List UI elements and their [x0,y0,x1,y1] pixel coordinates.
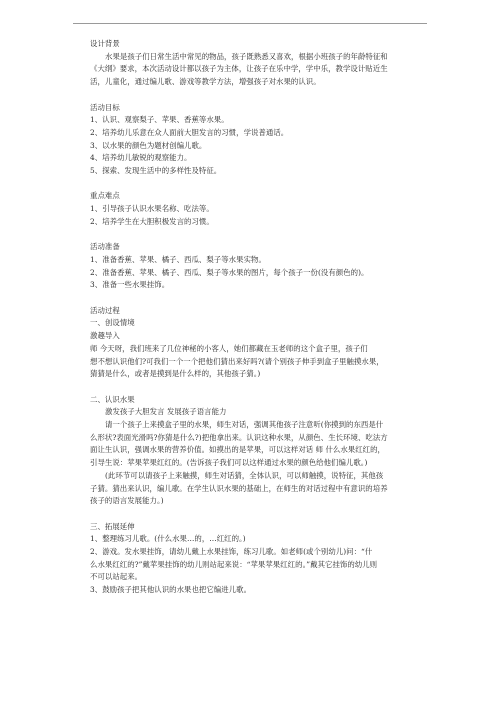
paragraph-line: 3、鼓励孩子把其他认识的水果也把它编进儿歌。 [90,585,252,595]
paragraph-line: 2、培养学生在大胆积极发言的习惯。 [90,216,214,226]
section-heading: 重点难点 [90,191,120,201]
section-heading: 活动准备 [90,242,120,252]
paragraph-line: 激趣导入 [90,331,120,341]
paragraph-line: 么水果红红的?”戴苹果挂饰的幼儿则站起来说：“苹果苹果红红的。”戴其它挂饰的幼儿则 [90,559,378,569]
paragraph-line: 《大纲》要求，本次活动设计都以孩子为主体，让孩子在乐中学，学中乐，教学设计贴近生 [90,64,388,74]
paragraph-line: (此环节可以请孩子上来触摸，师生对话猜，全体认识，可以师触摸，说特征，其他孩 [105,470,384,480]
paragraph-line: 1、准备香蕉、苹果、橘子、西瓜、梨子等水果实物。 [90,254,266,264]
paragraph-line: 4、培养幼儿敏锐的观察能力。 [90,153,192,163]
blank-line [90,508,428,521]
section-heading: 活动目标 [90,102,120,112]
section-gap [90,89,428,102]
header-rule [73,23,427,24]
paragraph-line: 1、引导孩子认识水果名称、吃法等。 [90,204,214,214]
paragraph-line: 一、创设情境 [90,318,135,328]
paragraph-line: 3、准备一些水果挂饰。 [90,280,170,290]
paragraph-line: 请一个孩子上来摸盒子里的水果，师生对话，强调其他孩子注意听(你摸到的东西是什 [105,420,384,430]
paragraph-line: 想不想认识他们?可我们一个一个把他们猜出来好吗?(请个别孩子伸手到盒子里触摸水果， [90,356,384,366]
section-gap [90,178,428,191]
paragraph-line: 活，儿童化，通过编儿歌、游戏等教学方法，增强孩子对水果的认识。 [90,77,321,87]
blank-line [90,381,428,394]
paragraph-line: 2、培养幼儿乐意在众人面前大胆发言的习惯，学说普通话。 [90,127,289,137]
paragraph-line: 孩子的语言发展能力。) [90,496,164,506]
paragraph-line: 2、游戏。发水果挂饰，请幼儿戴上水果挂饰，练习儿歌。如老师(或个别幼儿)问：“什 [90,547,373,557]
section-heading: 设计背景 [90,39,120,48]
paragraph-line: 1、认识、观察梨子、苹果、香蕉等水果。 [90,115,229,125]
paragraph-line: 二、认识水果 [90,394,135,404]
document-body [90,38,428,597]
paragraph-line: 师 今天呀，我们班来了几位神秘的小客人，她们都藏在玉老师的这个盒子里，孩子们 [90,343,368,353]
paragraph-line: 不可以站起来。 [90,572,143,582]
section-heading: 活动过程 [90,305,120,315]
paragraph-line: 引导生说：苹果苹果红红的。(告诉孩子我们可以这样通过水果的颜色给他们编儿歌。) [90,458,368,468]
paragraph-line: 2、准备香蕉、苹果、橘子、西瓜、梨子等水果的图片，每个孩子一份(没有颜色的)。 [90,267,369,277]
paragraph-line: 三、拓展延伸 [90,521,135,531]
paragraph-line: 1、整理练习儿歌。(什么水果…的，…红红的。) [90,534,246,544]
paragraph-line: 子猜。猜出来认识，编儿歌。在学生认识水果的基础上，在师生的对话过程中有意识的培养 [90,483,388,493]
paragraph-line: 么形状?表面光滑吗?你猜是什么?)把他拿出来。认识这种水果，从颜色、生长环境、吃法方 [90,432,388,442]
paragraph-line: 5、探索、发现生活中的多样性及特征。 [90,166,222,176]
paragraph-line: 面让生认识，强调水果的营养价值。如摸出的是苹果，可以这样对话 师 什么水果红红的， [90,445,385,455]
paragraph-line: 激发孩子大胆发言 发展孩子语言能力 [105,407,227,417]
paragraph-line: 3、以水果的颜色为题材创编儿歌。 [90,140,207,150]
paragraph-line: 水果是孩子们日常生活中常见的物品，孩子既熟悉又喜欢，根据小班孩子的年龄特征和 [105,51,388,61]
paragraph-line: 猜猜是什么，或者是摸到是什么样的，其他孩子猜。) [90,369,261,379]
section-gap [90,292,428,305]
section-gap [90,229,428,242]
